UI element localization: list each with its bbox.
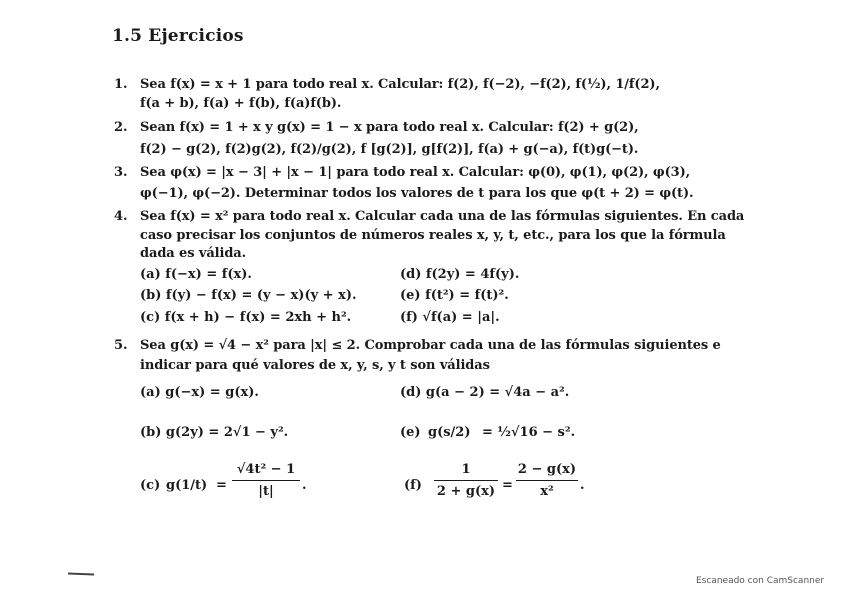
section-title: 1.5 Ejercicios (112, 26, 244, 46)
period: . (302, 478, 307, 493)
exercise-3-line-2: φ(−1), φ(−2). Determinar todos los valores de t para los que φ(t + 2) = φ(t). (140, 186, 694, 201)
scanner-watermark: Escaneado con CamScanner (696, 576, 825, 586)
exercise-5-item-f-denominator-1: 2 + g(x) (436, 484, 496, 499)
exercise-4-item-a: (a) f(−x) = f(x). (140, 267, 252, 282)
exercise-5-item-f-denominator-2: x² (540, 484, 554, 499)
exercise-1-number: 1. (114, 77, 128, 92)
exercise-4-item-f: (f) √f(a) = |a|. (400, 310, 500, 325)
exercise-5-item-f-numerator-1: 1 (461, 462, 471, 477)
exercise-5-item-c-numerator: √4t² − 1 (236, 462, 296, 477)
equals-sign: = (502, 478, 513, 493)
exercise-5-item-e-lhs: g(s/2) (428, 425, 471, 440)
exercise-4-item-b: (b) f(y) − f(x) = (y − x)(y + x). (140, 288, 357, 303)
exercise-5-item-c-label: (c) (140, 478, 161, 493)
exercise-5-line-2: indicar para qué valores de x, y, s, y t son válidas (140, 358, 490, 373)
exercise-1-line-1: Sea f(x) = x + 1 para todo real x. Calcular: f(2), f(−2), −f(2), f(½), 1/f(2), (140, 77, 660, 92)
fraction-bar (434, 480, 498, 481)
exercise-5-item-f-numerator-2: 2 − g(x) (517, 462, 577, 477)
exercise-1-line-2: f(a + b), f(a) + f(b), f(a)f(b). (140, 96, 342, 111)
exercise-4-item-e: (e) f(t²) = f(t)². (400, 288, 509, 303)
fraction-bar (232, 480, 300, 481)
exercise-5-item-c-lhs: g(1/t) (166, 478, 208, 493)
exercise-5-item-d: (d) g(a − 2) = √4a − a². (400, 385, 570, 400)
exercise-4-item-c: (c) f(x + h) − f(x) = 2xh + h². (140, 310, 352, 325)
fraction-bar (516, 480, 578, 481)
exercise-5-line-1: Sea g(x) = √4 − x² para |x| ≤ 2. Comprobar cada una de las fórmulas siguientes e (140, 338, 721, 353)
period: . (580, 478, 585, 493)
exercise-4-line-3: dada es válida. (140, 246, 247, 261)
exercise-5-item-e-label: (e) (400, 425, 421, 440)
equals-sign: = (216, 478, 227, 493)
exercise-2-number: 2. (114, 120, 128, 135)
exercise-2-line-2: f(2) − g(2), f(2)g(2), f(2)/g(2), f [g(2)], g[f(2)], f(a) + g(−a), f(t)g(−t). (140, 142, 639, 157)
exercise-4-line-2: caso precisar los conjuntos de números reales x, y, t, etc., para los que la fórmula (140, 228, 726, 243)
exercise-5-item-c-denominator: |t| (258, 484, 274, 499)
exercise-5-item-e-rhs: = ½√16 − s². (482, 425, 576, 440)
exercise-4-line-1: Sea f(x) = x² para todo real x. Calcular cada una de las fórmulas siguientes. En cada (140, 209, 745, 224)
exercise-2-line-1: Sean f(x) = 1 + x y g(x) = 1 − x para todo real x. Calcular: f(2) + g(2), (140, 120, 639, 135)
exercise-3-line-1: Sea φ(x) = |x − 3| + |x − 1| para todo real x. Calcular: φ(0), φ(1), φ(2), φ(3), (140, 165, 691, 180)
scan-edge-mark (68, 573, 94, 576)
exercise-4-item-d: (d) f(2y) = 4f(y). (400, 267, 520, 282)
exercise-5-item-a: (a) g(−x) = g(x). (140, 385, 259, 400)
exercise-5-item-f-label: (f) (404, 478, 422, 493)
exercise-3-number: 3. (114, 165, 128, 180)
exercise-5-number: 5. (114, 338, 128, 353)
exercise-4-number: 4. (114, 209, 128, 224)
exercise-5-item-b: (b) g(2y) = 2√1 − y². (140, 425, 289, 440)
